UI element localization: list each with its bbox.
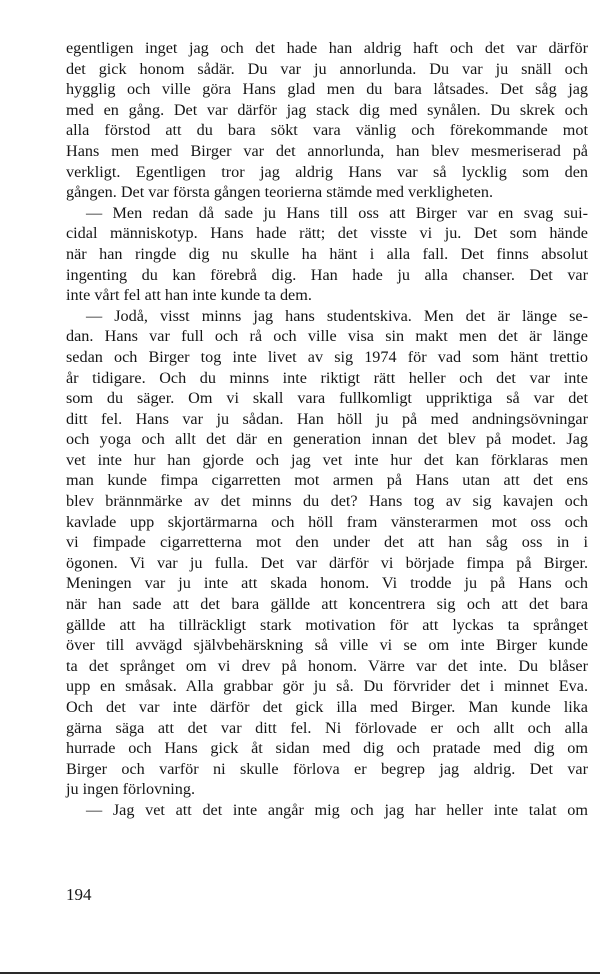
text-line: gången. Det var första gången teorierna stämde med verkligheten. [66,183,494,202]
text-line: — Jodå, visst minns jag hans studentskiva. Men det är länge se- [86,306,588,325]
text-line: med en gång. Det var därför jag stack dig med synålen. Du skrek och [66,100,588,119]
text-line: ögonen. Vi var ju fulla. Det var därför vi började fimpa på Birger. [66,553,588,572]
text-line: blev brännmärke av det minns du det? Hans tog av sig kavajen och [66,492,588,511]
text-line: vi fimpade cigarretterna mot den under det att han såg oss in i [66,533,588,552]
text-line: dan. Hans var full och rå och ville visa sin makt men det är länge [66,327,588,346]
body-text [66,38,588,821]
text-line: kavlade upp skjortärmarna och höll fram vänsterarmen mot oss och [66,512,588,531]
text-line: egentligen inget jag och det hade han aldrig haft och det var därför [66,39,588,57]
text-line: ingenting du kan förebrå dig. Han hade ju alla chanser. Det var [66,265,588,284]
text-line: över till avvägd självbehärskning så ville vi se om inte Birger kunde [66,636,588,655]
text-line: ditt fel. Hans var ju sådan. Han höll ju på med andningsövningar [66,409,588,428]
text-line: hurrade och Hans gick åt sidan med dig och pratade med dig om [66,739,588,758]
text-line: inte vårt fel att han inte kunde ta dem. [66,286,312,305]
text-line: upp en småsak. Alla grabbar gör ju så. Du förvrider det i minnet Eva. [66,677,588,696]
text-line: när han ringde dig nu skulle ha hänt i alla fall. Det finns absolut [66,244,588,263]
text-line: och yoga och allt det där en generation innan det blev på modet. Jag [66,430,588,449]
text-line: Och det var inte därför det gick illa med Birger. Man kunde lika [66,698,588,716]
text-line: ju ingen förlovning. [66,780,196,799]
text-line: hygglig och ville göra Hans glad men du bara låtsades. Det såg jag [66,80,588,99]
text-line: — Jag vet att det inte angår mig och jag har heller inte talat om [86,800,588,819]
page-number: 194 [66,885,92,904]
text-line: gärna säga att det var ditt fel. Ni förlovade er och allt och alla [66,718,588,737]
text-line: det gick honom sådär. Du var ju annorlunda. Du var ju snäll och [66,59,588,78]
text-line: när han sade att det bara gällde att koncentrera sig och att det bara [66,595,588,614]
text-line: Meningen var ju inte att skada honom. Vi trodde ju på Hans och [66,574,588,593]
bottom-edge-rule [0,972,600,974]
text-line: år tidigare. Och du minns inte riktigt rätt heller och det var inte [66,368,588,387]
text-line: alla förstod att du bara sökt vara vänlig och förekommande mot [66,121,588,140]
text-line: sedan och Birger tog inte livet av sig 1974 för vad som hänt trettio [66,347,588,366]
text-line: cidal människotyp. Hans hade rätt; det visste vi ju. Det som hände [66,224,588,243]
text-line: Hans men med Birger var det annorlunda, han blev mesmeriserad på [66,141,588,160]
text-line: som du säger. Om vi skall vara fullkomligt uppriktiga så var det [66,389,588,408]
text-line: Birger och varför ni skulle förlova er begrep jag aldrig. Det var [66,759,588,778]
text-line: — Men redan då sade ju Hans till oss att Birger var en svag sui- [86,203,588,222]
text-line: verkligt. Egentligen tror jag aldrig Hans var så lycklig som den [66,162,588,181]
text-line: ta det språnget om vi drev på honom. Värre var det inte. Du blåser [66,656,588,675]
text-line: gällde att ha tillräckligt stark motivation för att lyckas ta språnget [66,615,588,634]
text-line: man kunde fimpa cigarretten mot armen på Hans utan att det ens [66,471,588,490]
text-line: vet inte hur han gjorde och jag vet inte hur det kan förklaras men [66,450,588,469]
